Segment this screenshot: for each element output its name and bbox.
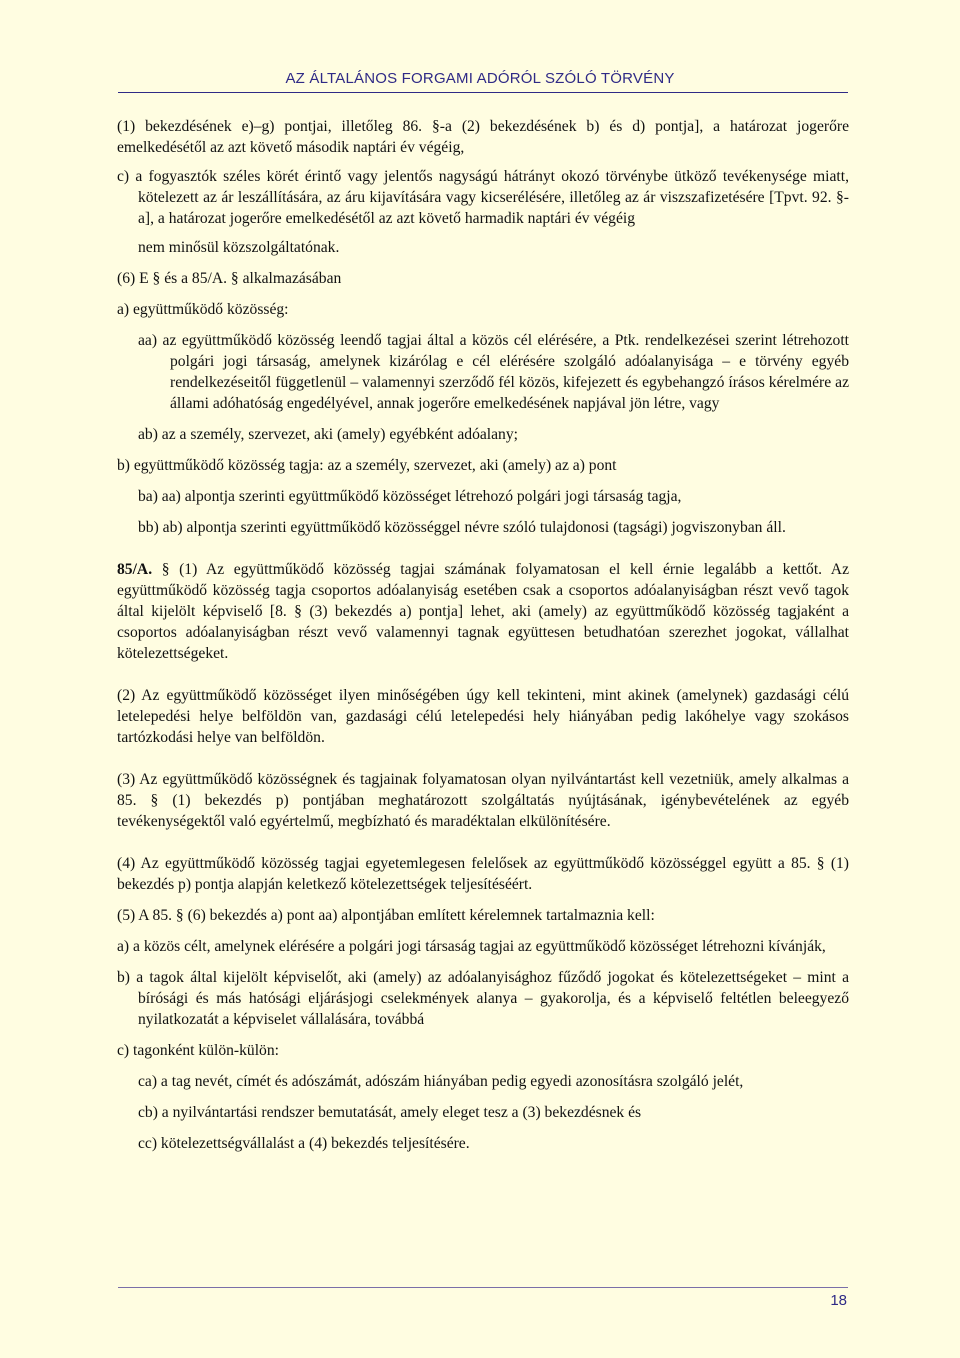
page-number: 18 [830,1292,847,1309]
header-rule [118,92,848,93]
request-item-a: a) a közös célt, amelynek elérésére a polgári jogi társaság tagjai az együttműködő közösséget létrehozni kívánják, [117,938,826,955]
paragraph-continuation: (1) bekezdésének e)–g) pontjai, illetőleg 86. §-a (2) bekezdésének b) és d) pontja], a határozat jogerőre emelkedésétől az azt követő második naptári év végéig, [117,118,849,156]
request-item-b: b) a tagok által kijelölt képviselőt, aki (amely) az adóalanyisághoz fűződő jogokat és kötelezettségeket – mint a bírósági és más hatósági eljárásjogi cselekmények alanya – gyakorolja, és a képviselő feltétlen beleegyező nyilatkozatát a képviselet vállalására, továbbá [117,969,849,1028]
request-item-cc: cc) kötelezettségvállalást a (4) bekezdés teljesítésére. [138,1135,470,1152]
list-item-c: c) a fogyasztók széles körét érintő vagy jelentős nagyságú hátrányt okozó törvénybe ütköző tevékenysége miatt, kötelezett az ár leszállítására, az áru kijavítására vagy kicserélésére, illetőleg az ár viszszafizetésére [Tpvt. 92. §-a], a határozat jogerőre emelkedésétől az azt követő harmadik naptári év végéig [117,168,849,227]
definition-ba: ba) aa) alpontja szerinti együttműködő közösséget létrehozó polgári jogi társaság tagja, [138,488,682,505]
section-85a-paragraph-5: (5) A 85. § (6) bekezdés a) pont aa) alpontjában említett kérelemnek tartalmaznia kell: [117,907,655,924]
section-85a-paragraph-3: (3) Az együttműködő közösségnek és tagjainak folyamatosan olyan nyilvántartást kell vezetniük, amely alkalmas a 85. § (1) bekezdés p) pontjában meghatározott szolgáltatás nyújtásának, igénybevételének az egyéb tevékenységektől való egyértelmű, megbízható és maradéktalan elkülönítésére. [117,771,849,830]
section-text: § (1) Az együttműködő közösség tagjai számának folyamatosan el kell érnie legalább a kettőt. Az együttműködő közösség tagja csoportos adóalanyiság esetében csak a csoportos adóalanyiságban részt vevő tagok által kijelölt képviselő [8. § (3) bekezdés a) pontja] lehet, aki (amely) az együttműködő közösség tagjaként a csoportos adóalanyiságban részt vevő valamennyi tagnak együttesen betudhatóan szerezhet jogokat, vállalhat kötelezettségeket. [117,561,849,662]
section-85a-paragraph-2: (2) Az együttműködő közösséget ilyen minőségében úgy kell tekinteni, mint akinek (amelynek) gazdasági célú letelepedési helye belföldön van, gazdasági célú letelepedési hely hiányában pedig lakóhelye vagy szokásos tartózkodási helye van belföldön. [117,687,849,746]
paragraph-closing: nem minősül közszolgáltatónak. [138,239,340,256]
paragraph-6: (6) E § és a 85/A. § alkalmazásában [117,270,342,287]
request-item-ca: ca) a tag nevét, címét és adószámát, adószám hiányában pedig egyedi azonosításra szolgáló jelét, [138,1073,744,1090]
section-85a-paragraph-1 [117,559,849,664]
footer-rule [118,1287,848,1288]
definition-b: b) együttműködő közösség tagja: az a személy, szervezet, aki (amely) az a) pont [117,457,617,474]
request-item-cb: cb) a nyilvántartási rendszer bemutatását, amely eleget tesz a (3) bekezdésnek és [138,1104,642,1121]
section-85a-paragraph-4: (4) Az együttműködő közösség tagjai egyetemlegesen felelősek az együttműködő közösséggel együtt a 85. § (1) bekezdés p) pontja alapján keletkező kötelezettségek teljesítéséért. [117,855,849,893]
section-label: 85/A. [117,561,153,578]
definition-ab: ab) az a személy, szervezet, aki (amely) egyébként adóalany; [138,426,518,443]
running-header: AZ ÁLTALÁNOS FORGAMI ADÓRÓL SZÓLÓ TÖRVÉNY [285,70,675,87]
request-item-c: c) tagonként külön-külön: [117,1042,279,1059]
definition-bb: bb) ab) alpontja szerinti együttműködő közösséggel névre szóló tulajdonosi (tagsági) jogviszonyban áll. [138,519,786,536]
page-body [117,116,849,1154]
definition-a: a) együttműködő közösség: [117,301,289,318]
definition-aa: aa) az együttműködő közösség leendő tagjai által a közös cél elérésére, a Ptk. rendelkezései szerint létrehozott polgári jogi társaság, amelynek kizárólag e cél elérésére szolgáló adóalanyisága – e törvény egyéb rendelkezéseitől függetlenül – valamennyi szerződő fél közös, kifejezett és egybehangzó írásos kérelmére az állami adóhatóság engedélyével, annak jogerőre emelkedésének napjával jön létre, vagy [138,332,849,412]
